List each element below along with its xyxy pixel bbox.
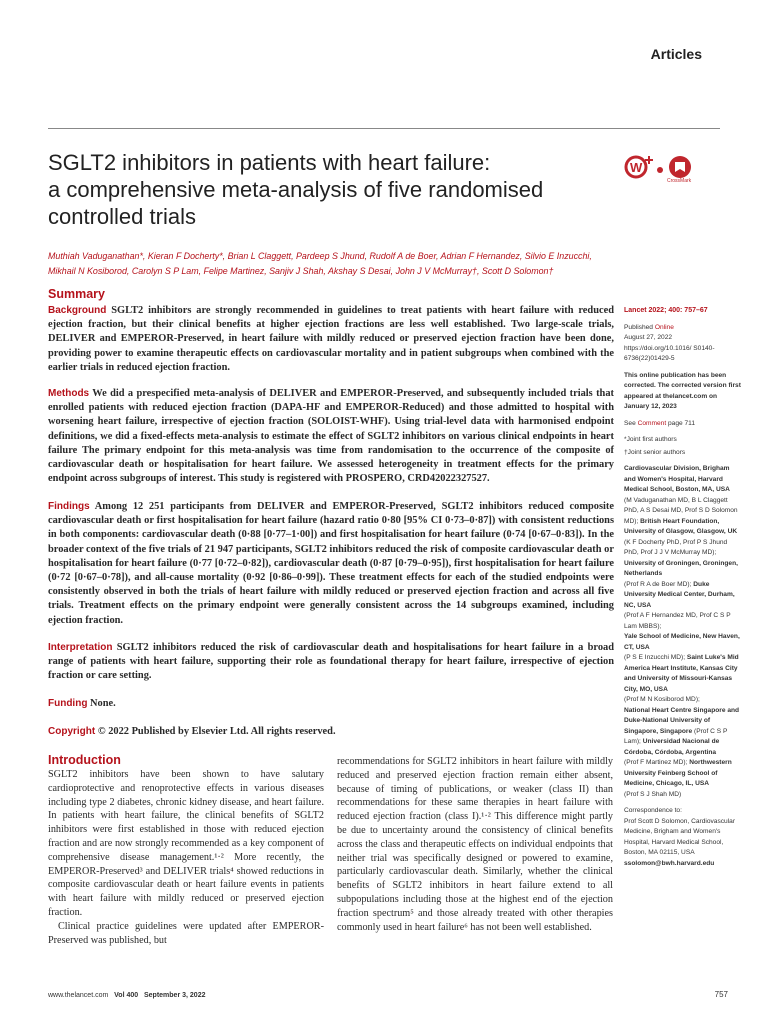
open-access-w-icon	[622, 152, 702, 192]
findings-label: Findings	[48, 501, 90, 512]
page-number: 757	[714, 990, 728, 999]
funding-text: None.	[90, 698, 116, 709]
author-list: Muthiah Vaduganathan*, Kieran F Docherty*, Brian L Claggett, Pardeep S Jhund, Rudolf A de Boer, Adrian F Hernandez, Silvio E Inzucchi, Mikhail N Kosiborod, Carolyn S P Lam, Felipe Martinez, Sanjiv J Shah, Akshay S Desai, John J V McMurray†, Scott D Solomon†	[48, 251, 592, 276]
interpretation-label: Interpretation	[48, 642, 113, 653]
footer-date: September 3, 2022	[144, 992, 206, 999]
title-line-3: controlled trials	[48, 204, 196, 229]
intro-column-2	[337, 755, 613, 934]
abstract-findings	[48, 500, 614, 628]
header-rule	[48, 128, 720, 129]
title-line-1: SGLT2 inhibitors in patients with heart failure:	[48, 150, 491, 175]
doi[interactable]: https://doi.org/10.1016/ S0140-6736(22)01429-5	[624, 344, 715, 362]
comment-link[interactable]: Comment	[637, 419, 667, 427]
article-title	[48, 149, 608, 230]
methods-text: We did a prespecified meta-analysis of DELIVER and EMPEROR-Preserved, and subsequently included trials that enrolled patients with reduced ejection fraction (DAPA-HF and EMPEROR-Reduced) and those admitted to hospital with worsening heart failure, irrespective of ejection fraction (SOLOIST-WHF). Using trial-level data with harmonised endpoint definitions, we did a fixed-effects meta-analysis to estimate the effect of SGLT2 inhibitors on various clinical endpoints in heart failure The primary endpoint for this meta-analysis was time from randomisation to the occurrence of the composite of cardiovascular death or hospitalisation for heart failure. We assessed heterogeneity in treatment effects for the primary endpoint across subgroups of interest. This study is registered with PROSPERO, CRD42022327527.	[48, 388, 614, 485]
joint-first-note: *Joint first authors	[624, 436, 677, 443]
footer-site[interactable]: www.thelancet.com	[48, 992, 109, 999]
copyright-text: © 2022 Published by Elsevier Ltd. All rights reserved.	[97, 726, 336, 737]
affiliations: Cardiovascular Division, Brigham and Women's Hospital, Harvard Medical School, Boston, MA, USA (M Vaduganathan MD, B L Claggett PhD, A S Desai MD, Prof S D Solomon MD); British Heart Foundation, University of Glasgow, Glasgow, UK (K F Docherty PhD, Prof P S Jhund PhD, Prof J J V McMurray MD); University of Groningen, Groningen, Netherlands (Prof R A de Boer MD); Duke University Medical Center, Durham, NC, USA (Prof A F Hernandez MD, Prof C S P Lam MBBS); Yale School of Medicine, New Haven, CT, USA (P S E Inzucchi MD); Saint Luke's Mid America Heart Institute, Kansas City and University of Missouri-Kansas City, MO, USA (Prof M N Kosiborod MD); National Heart Centre Singapore and Duke-National University of Singapore, Singapore (Prof C S P Lam); Universidad Nacional de Córdoba, Córdoba, Argentina (Prof F Martinez MD); Northwestern University Feinberg School of Medicine, Chicago, IL, USA (Prof S J Shah MD)	[624, 465, 740, 798]
methods-label: Methods	[48, 388, 90, 399]
introduction-heading: Introduction	[48, 753, 121, 767]
joint-senior-note: †Joint senior authors	[624, 448, 686, 456]
background-text: SGLT2 inhibitors are strongly recommended in guidelines to treat patients with heart failure with reduced ejection fraction, but their clinical benefits at higher ejection fractions are less well established. Two large-scale trials, DELIVER and EMPEROR-Preserved, in heart failure with mildly reduced or preserved ejection fraction have been done, providing power to examine therapeutic effects on cardiovascular mortality and in patient subgroups when combined with the earlier trials in reduced ejection fraction.	[48, 305, 614, 373]
summary-heading: Summary	[48, 287, 105, 301]
abstract-funding	[48, 697, 614, 711]
footer-volume: Vol 400	[114, 992, 139, 999]
findings-text: Among 12 251 participants from DELIVER and EMPEROR-Preserved, SGLT2 inhibitors reduced composite cardiovascular death or first hospitalisation for heart failure (hazard ratio 0·80 [95% CI 0·73–0·87]) with consistent reductions in both components: cardiovascular death (0·88 [0·77–1·00]) and first hospitalisation for heart failure (0·74 [0·67–0·83]). In the broader context of the five trials of 21 947 participants, SGLT2 inhibitors reduced the risk of composite cardiovascular death or hospitalisation for heart failure (0·77 [0·72–0·82]), cardiovascular death (0·87 [0·79–0·95]), first hospitalisation for heart failure (0·72 [0·67–0·78]), and all-cause mortality (0·92 [0·86–0·99]). These treatment effects for each of the studied endpoints were consistently observed in both the trials of heart failure with mildly reduced or preserved ejection fraction and across all five trials. Treatment effects on the primary endpoint were generally consistent across the 14 subgroups examined, including ejection fraction.	[48, 501, 614, 626]
background-label: Background	[48, 305, 107, 316]
crossmark-label: CrossMark	[667, 178, 692, 184]
correction-note: This online publication has been corrected. The corrected version first appeared at thelancet.com on January 12, 2023	[624, 371, 741, 410]
publisher-logos	[622, 152, 702, 192]
abstract-interpretation	[48, 641, 614, 684]
copyright-label: Copyright	[48, 726, 96, 737]
intro-paragraph-1: SGLT2 inhibitors have been shown to have salutary cardioprotective and renoprotective effects in various diseases including type 2 diabetes, chronic kidney disease, and heart failure. In patients with heart failure, the clinical benefits of SGLT2 inhibitors were first established in those with reduced ejection fraction and are now strongly recommended as a key component of comprehensive disease management.¹·² More recently, the EMPEROR-Preserved³ and DELIVER trials⁴ showed reductions in composite cardiovascular death or heart failure events in patients with heart failure with mildly reduced or preserved ejection fraction.	[48, 769, 324, 918]
abstract-background	[48, 304, 614, 375]
publication-info: Published Online August 27, 2022 https://doi.org/10.1016/ S0140-6736(22)01429-5	[624, 323, 715, 362]
section-label: Articles	[650, 46, 702, 62]
sidebar	[624, 306, 742, 875]
title-line-2: a comprehensive meta-analysis of five randomised	[48, 177, 544, 202]
intro-paragraph-3: recommendations for SGLT2 inhibitors in heart failure with mildly reduced and preserved ejection fraction remain either absent, because of timing of publications, or weaker (class II) than recommendations for these same therapies in heart failure with reduced ejection fraction (class I).¹·² This difference might partly be due to uncertainty around the consistency of clinical benefits across the class and therapeutic effects on individual endpoints that neither trial was specifically designed or powered to examine, particularly cardiovascular death. Similarly, whether the clinical benefits of SGLT2 inhibitors in heart failure extend to all subpopulations including those at the highest end of the ejection fraction spectrum⁵ and those already treated with other therapies commonly used in heart failure⁶ has not been well established.	[337, 756, 613, 933]
interpretation-text: SGLT2 inhibitors reduced the risk of cardiovascular death and hospitalisations for heart failure in a broad range of patients with heart failure, supporting their role as foundational therapy for heart failure, irrespective of ejection fraction or care setting.	[48, 642, 614, 682]
email-link[interactable]: ssolomon@bwh.harvard.edu	[624, 859, 715, 867]
correspondence: Correspondence to: Prof Scott D Solomon, Cardiovascular Medicine, Brigham and Women's Hospital, Harvard Medical School, Boston, MA 02115, USA ssolomon@bwh.harvard.edu	[624, 807, 736, 867]
svg-text:W: W	[630, 160, 643, 175]
see-comment: See Comment page 711	[624, 419, 696, 427]
abstract-copyright	[48, 725, 614, 739]
online-link[interactable]: Online	[654, 323, 674, 331]
page-footer	[48, 992, 205, 999]
citation: Lancet 2022; 400: 757–67	[624, 307, 708, 314]
funding-label: Funding	[48, 698, 88, 709]
intro-column-1	[48, 768, 324, 947]
intro-paragraph-2: Clinical practice guidelines were updated after EMPEROR-Preserved was published, but	[48, 920, 324, 946]
abstract-methods	[48, 387, 614, 486]
